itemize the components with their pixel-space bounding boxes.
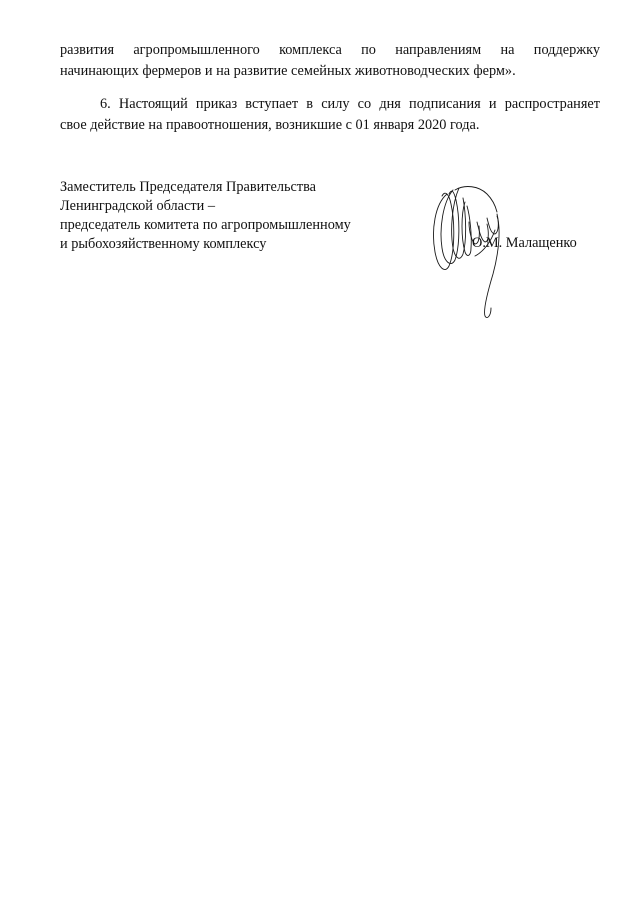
position-line: Ленинградской области – (60, 198, 215, 214)
position-line: Заместитель Председателя Правительства (60, 179, 317, 195)
paragraph-line: свое действие на правоотношения, возникшие с 01 января 2020 года. (60, 117, 480, 133)
position-line: председатель комитета по агропромышленному (60, 217, 351, 233)
paragraph-continuation (60, 40, 600, 82)
paragraph-line: начинающих фермеров и на развитие семейных животноводческих ферм». (60, 63, 516, 79)
signatory-position (60, 178, 351, 254)
paragraph-item-6 (60, 94, 600, 136)
position-line: и рыбохозяйственному комплексу (60, 236, 267, 252)
paragraph-line: 6. Настоящий приказ вступает в силу со дня подписания и распространяет (100, 96, 600, 112)
signer-name: О.М. Малащенко (472, 235, 577, 251)
paragraph-line: развития агропромышленного комплекса по направлениям на поддержку (60, 42, 600, 58)
